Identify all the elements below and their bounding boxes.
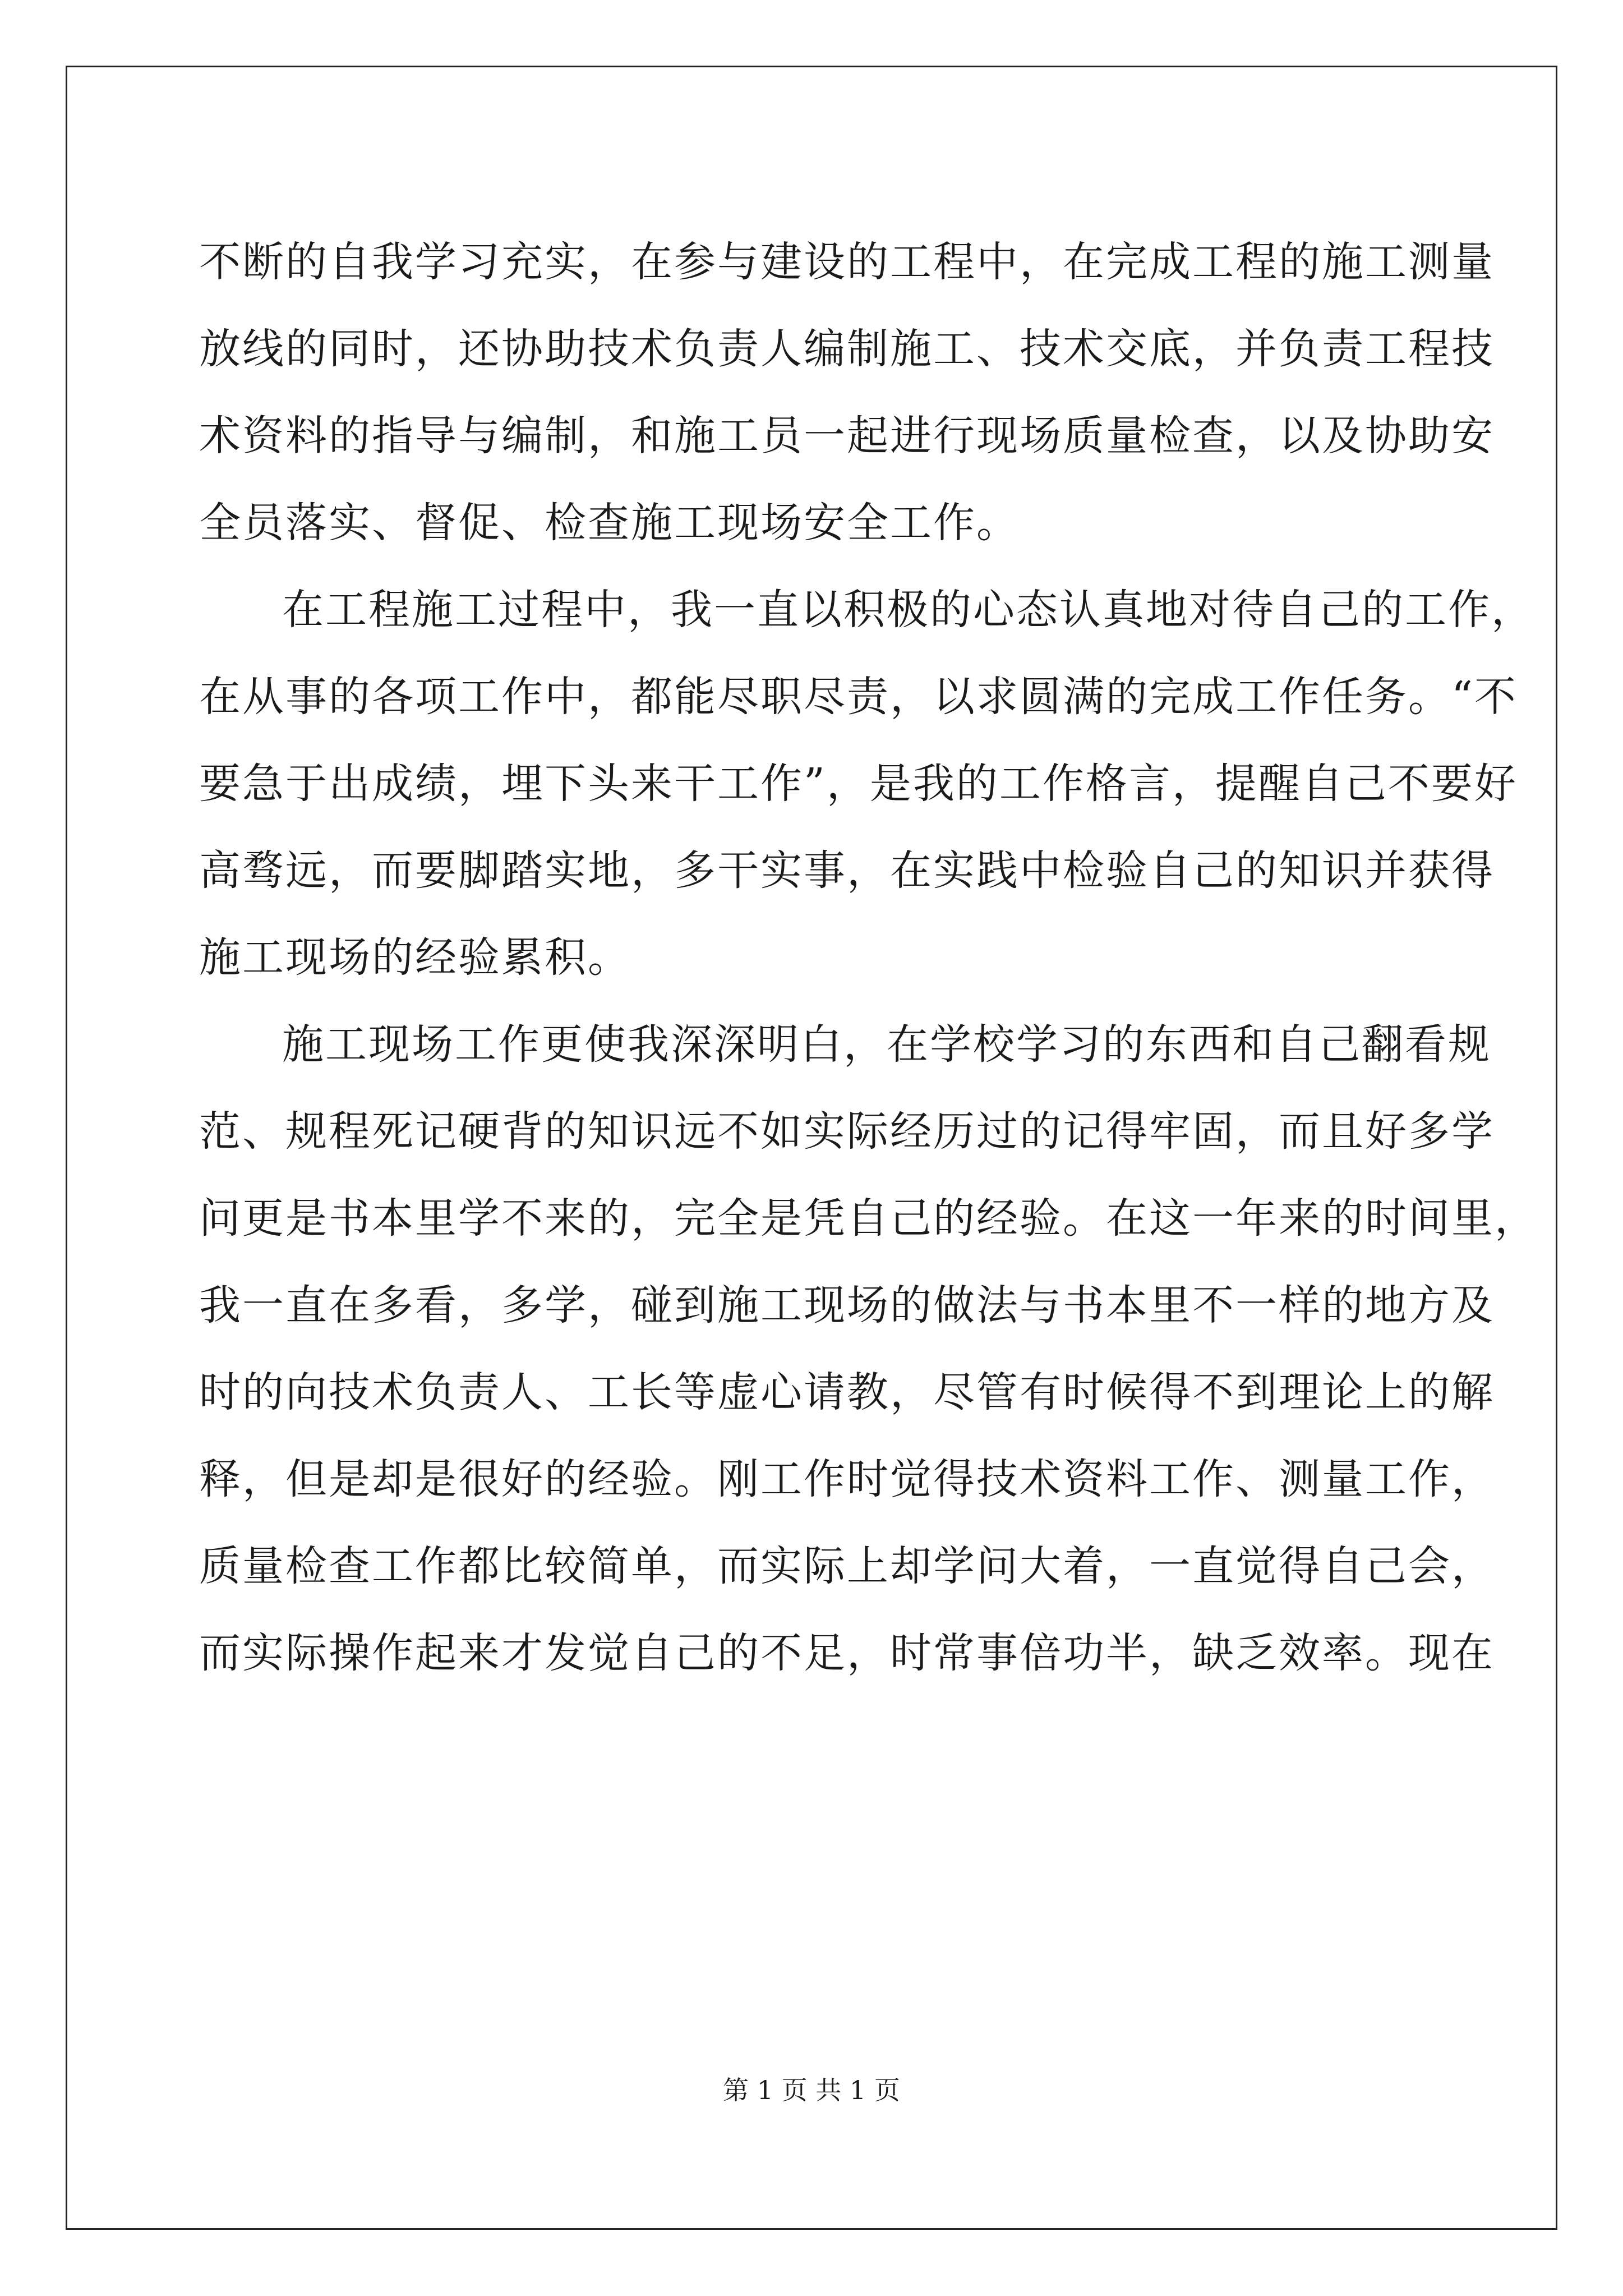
paragraph [199,219,1495,567]
text-line: 问更是书本里学不来的，完全是凭自己的经验。在这一年来的时间里， [199,1194,1538,1243]
text-line: 要急于出成绩，埋下头来干工作”，是我的工作格言，提醒自己不要好 [199,760,1518,808]
text-line: 不断的自我学习充实，在参与建设的工程中，在完成工程的施工测量 [199,238,1495,286]
text-line: 释，但是却是很好的经验。刚工作时觉得技术资料工作、测量工作， [199,1455,1495,1503]
text-line: 放线的同时，还协助技术负责人编制施工、技术交底，并负责工程技 [199,325,1495,373]
text-line: 在工程施工过程中，我一直以积极的心态认真地对待自己的工作， [282,586,1534,634]
text-line: 术资料的指导与编制，和施工员一起进行现场质量检查，以及协助安 [199,412,1495,460]
paragraph [199,1001,1538,1697]
paragraph [199,567,1534,1001]
text-line: 而实际操作起来才发觉自己的不足，时常事倍功半，缺乏效率。现在 [199,1629,1495,1677]
text-line: 质量检查工作都比较简单，而实际上却学问大着，一直觉得自己会， [199,1542,1495,1590]
text-line: 在从事的各项工作中，都能尽职尽责，以求圆满的完成工作任务。“不 [199,673,1518,721]
text-line: 我一直在多看，多学，碰到施工现场的做法与书本里不一样的地方及 [199,1281,1495,1329]
text-line: 范、规程死记硬背的知识远不如实际经历过的记得牢固，而且好多学 [199,1107,1495,1156]
page-footer: 第 1 页 共 1 页 [723,2075,900,2105]
text-line: 时的向技术负责人、工长等虚心请教，尽管有时候得不到理论上的解 [199,1368,1495,1416]
document-body [199,219,1538,1697]
text-line: 施工现场工作更使我深深明白，在学校学习的东西和自己翻看规 [282,1020,1491,1069]
text-line: 施工现场的经验累积。 [199,933,631,982]
text-line: 全员落实、督促、检查施工现场安全工作。 [199,499,1020,547]
text-line: 高骛远，而要脚踏实地，多干实事，在实践中检验自己的知识并获得 [199,846,1495,895]
